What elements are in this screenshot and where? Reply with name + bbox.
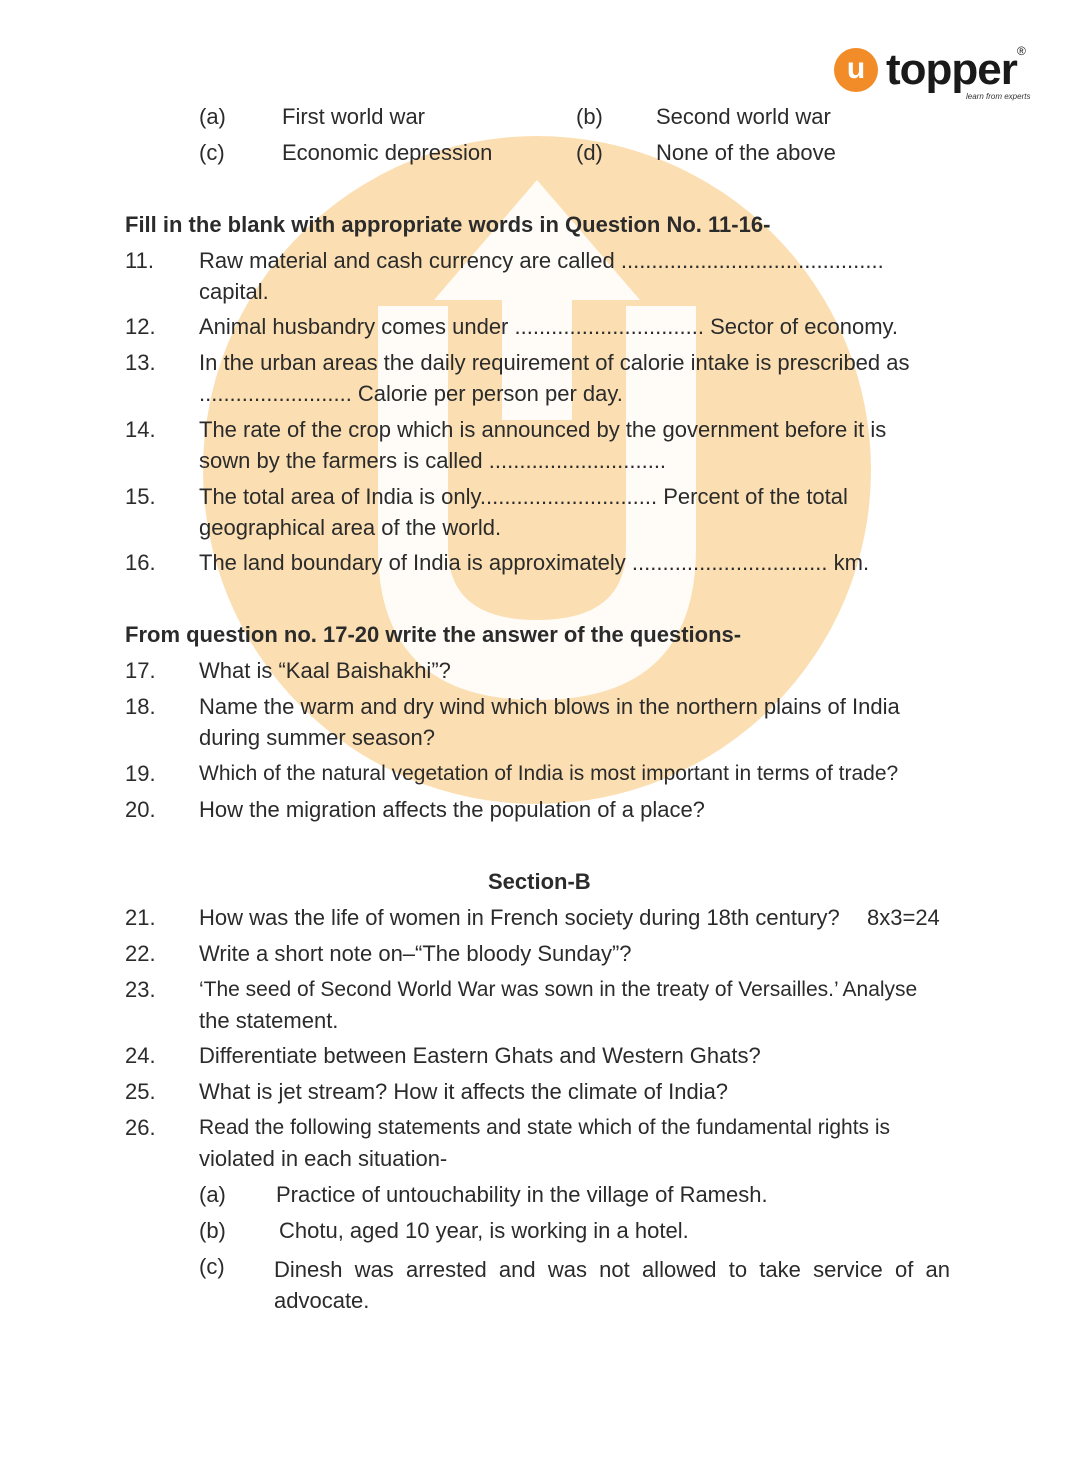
question-text: The rate of the crop which is announced by the government before it is: [199, 417, 887, 442]
option-label: (c): [199, 140, 225, 165]
option-text: Economic depression: [282, 140, 493, 165]
question-text: How was the life of women in French society during 18th century?: [199, 905, 840, 930]
sub-item-label: (c): [199, 1254, 225, 1279]
question-text-continued: violated in each situation-: [199, 1146, 448, 1171]
option-label: (b): [576, 104, 603, 129]
sub-item-label: (a): [199, 1182, 226, 1207]
question-text: What is “Kaal Baishakhi”?: [199, 658, 451, 683]
question-number: 22.: [125, 941, 156, 966]
question-number: 11.: [125, 248, 154, 273]
question-number: 12.: [125, 314, 156, 339]
section-heading-fill-blanks: Fill in the blank with appropriate words in Question No. 11-16-: [125, 212, 771, 237]
question-text: How the migration affects the population of a place?: [199, 797, 705, 822]
question-text: Read the following statements and state which of the fundamental rights is: [199, 1116, 891, 1139]
option-text: First world war: [282, 104, 426, 129]
question-text-continued: the statement.: [199, 1008, 339, 1033]
question-number: 25.: [125, 1079, 156, 1104]
question-number: 24.: [125, 1043, 156, 1068]
sub-item-text: Dinesh was arrested and was not allowed to take service of an advocate.: [274, 1257, 950, 1313]
sub-item-text: Practice of untouchability in the village of Ramesh.: [276, 1182, 768, 1207]
question-number: 18.: [125, 694, 156, 719]
question-text: Name the warm and dry wind which blows in the northern plains of India: [199, 694, 900, 719]
question-number: 14.: [125, 417, 156, 442]
logo-wordmark: topper: [886, 45, 1017, 94]
question-text: What is jet stream? How it affects the climate of India?: [199, 1079, 729, 1104]
question-number: 20.: [125, 797, 156, 822]
question-text: Differentiate between Eastern Ghats and Western Ghats?: [199, 1043, 761, 1068]
marks-allocation: 8x3=24: [867, 905, 940, 930]
logo-tagline: learn from experts: [966, 92, 1031, 101]
question-text: Raw material and cash currency are called ...........................................: [199, 248, 884, 273]
question-number: 23.: [125, 977, 156, 1002]
sub-item-label: (b): [199, 1218, 226, 1243]
question-number: 26.: [125, 1115, 156, 1140]
question-text: The land boundary of India is approximately ................................ km.: [199, 550, 870, 575]
option-text: Second world war: [656, 104, 831, 129]
question-number: 13.: [125, 350, 156, 375]
question-text-continued: during summer season?: [199, 725, 436, 750]
option-label: (d): [576, 140, 603, 165]
question-text-continued: sown by the farmers is called .............................: [199, 448, 667, 473]
logo-registered-mark: ®: [1017, 44, 1026, 58]
question-text: The total area of India is only............................. Percent of the total: [199, 484, 848, 509]
question-text-continued: capital.: [199, 279, 269, 304]
brand-logo: [834, 44, 1034, 104]
question-number: 17.: [125, 658, 156, 683]
option-text: None of the above: [656, 140, 836, 165]
sub-item-text: Chotu, aged 10 year, is working in a hotel.: [279, 1218, 689, 1243]
question-text: Write a short note on–“The bloody Sunday”?: [199, 941, 632, 966]
question-text: In the urban areas the daily requirement of calorie intake is prescribed as: [199, 350, 910, 375]
question-text: ‘The seed of Second World War was sown in the treaty of Versailles.’ Analyse: [199, 978, 918, 1001]
question-text: Which of the natural vegetation of India is most important in terms of trade?: [199, 762, 899, 785]
question-number: 15.: [125, 484, 156, 509]
question-number: 21.: [125, 905, 156, 930]
option-label: (a): [199, 104, 226, 129]
question-number: 19.: [125, 761, 156, 786]
question-number: 16.: [125, 550, 156, 575]
section-heading-short-answers: From question no. 17-20 write the answer of the questions-: [125, 622, 742, 647]
question-text: Animal husbandry comes under ............................... Sector of economy.: [199, 314, 898, 339]
logo-u-icon: u: [834, 48, 878, 92]
section-b-title: Section-B: [488, 869, 591, 894]
question-text-continued: ......................... Calorie per person per day.: [199, 381, 623, 406]
question-text-continued: geographical area of the world.: [199, 515, 502, 540]
